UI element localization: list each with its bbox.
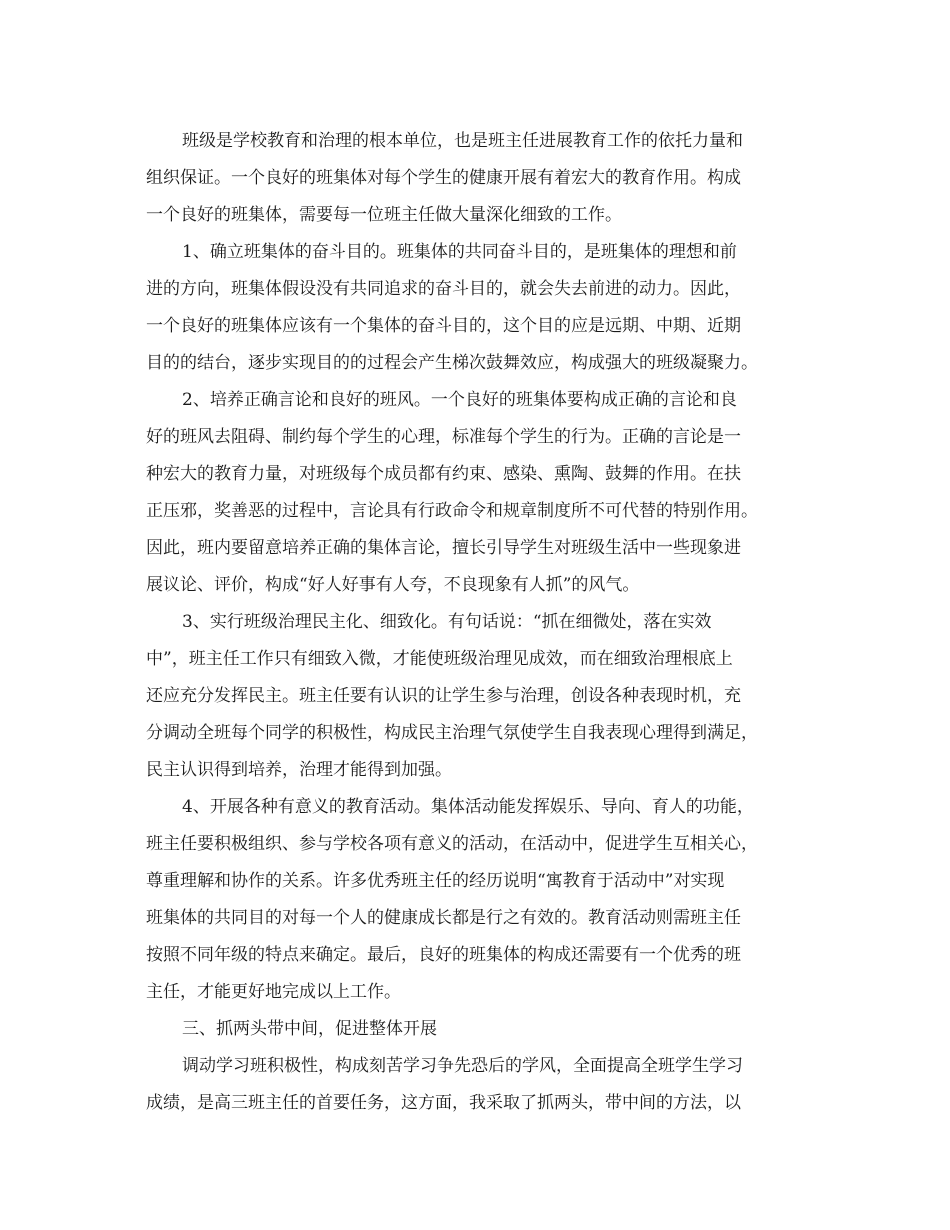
paragraph-line: 好的班风去阻碍、制约每个学生的心理，标准每个学生的行为。正确的言论是一 [146,427,741,447]
paragraph-line: 分调动全班每个同学的积极性，构成民主治理气氛使学生自我表现心理得到满足， [146,723,758,743]
paragraph-line: 种宏大的教育力量，对班级每个成员都有约束、感染、熏陶、鼓舞的作用。在扶 [146,464,741,484]
paragraph-line: 班集体的共同目的对每一个人的健康成长都是行之有效的。教育活动则需班主任 [146,908,741,928]
paragraph-line: 展议论、评价，构成“好人好事有人夸，不良现象有人抓”的风气。 [146,575,640,595]
paragraph-line: 尊重理解和协作的关系。许多优秀班主任的经历说明“寓教育于活动中”对实现 [146,871,725,891]
paragraph-line: 组织保证。一个良好的班集体对每个学生的健康开展有着宏大的教育作用。构成 [146,168,741,188]
paragraph-line: 2、培养正确言论和良好的班风。一个良好的班集体要构成正确的言论和良 [182,390,737,410]
paragraph-line: 目的的结台，逐步实现目的的过程会产生梯次鼓舞效应，构成强大的班级凝聚力。 [146,353,758,373]
paragraph-line: 进的方向，班集体假设没有共同追求的奋斗目的，就会失去前进的动力。因此， [146,279,741,299]
section-heading: 三、抓两头带中间，促进整体开展 [182,1019,437,1039]
paragraph-line: 调动学习班积极性，构成刻苦学习争先恐后的学风，全面提高全班学生学习 [182,1056,743,1076]
paragraph-line: 还应充分发挥民主。班主任要有认识的让学生参与治理，创设各种表现时机，充 [146,686,741,706]
paragraph-line: 成绩，是高三班主任的首要任务，这方面，我采取了抓两头，带中间的方法，以 [146,1093,741,1113]
paragraph-line: 一个良好的班集体应该有一个集体的奋斗目的，这个目的应是远期、中期、近期 [146,316,741,336]
paragraph-line: 4、开展各种有意义的教育活动。集体活动能发挥娱乐、导向、育人的功能， [182,797,754,817]
paragraph-line: 班级是学校教育和治理的根本单位，也是班主任进展教育工作的依托力量和 [182,131,743,151]
paragraph-line: 因此，班内要留意培养正确的集体言论，擅长引导学生对班级生活中一些现象进 [146,538,741,558]
document-body [146,123,806,1122]
paragraph-line: 主任，才能更好地完成以上工作。 [146,982,401,1002]
paragraph-line: 中”，班主任工作只有细致入微，才能使班级治理见成效，而在细致治理根底上 [146,649,733,669]
paragraph-line: 民主认识得到培养，治理才能得到加强。 [146,760,452,780]
paragraph-line: 3、实行班级治理民主化、细致化。有句话说：“抓在细微处，落在实效 [182,612,712,632]
paragraph-line: 一个良好的班集体，需要每一位班主任做大量深化细致的工作。 [146,205,622,225]
paragraph-line: 按照不同年级的特点来确定。最后，良好的班集体的构成还需要有一个优秀的班 [146,945,741,965]
paragraph-line: 正压邪，奖善恶的过程中，言论具有行政命令和规章制度所不可代替的特别作用。 [146,501,758,521]
paragraph-line: 班主任要积极组织、参与学校各项有意义的活动，在活动中，促进学生互相关心， [146,834,758,854]
paragraph-line: 1、确立班集体的奋斗目的。班集体的共同奋斗目的，是班集体的理想和前 [182,242,737,262]
